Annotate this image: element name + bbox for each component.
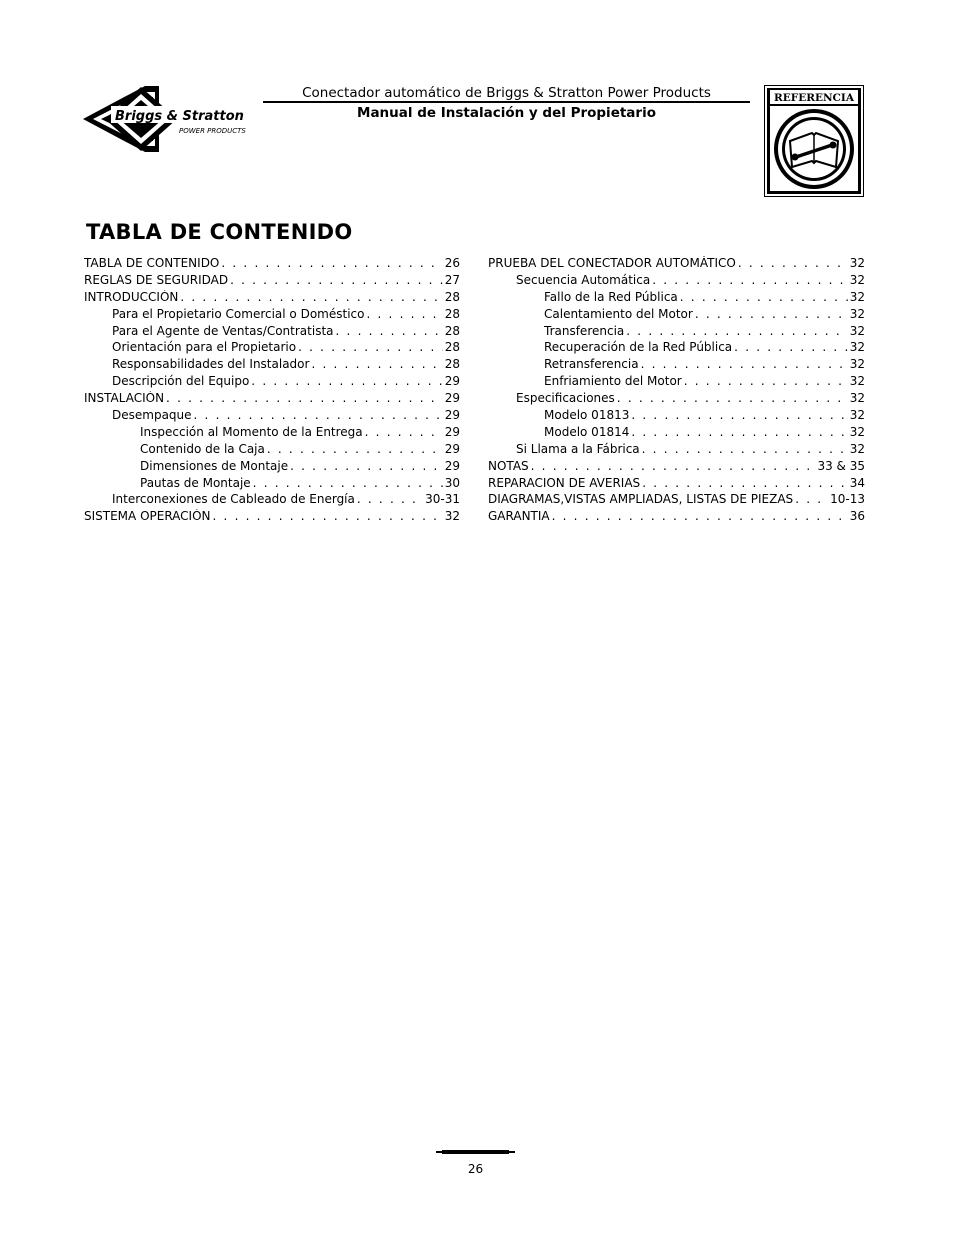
toc-entry-title: SISTEMA OPERACIÓN [84,509,211,524]
toc-entry-title: Orientación para el Propietario [112,340,297,355]
toc-left-column [84,256,460,526]
header-manual-line: Manual de Instalación y del Propietario [357,105,656,121]
toc-leader-dots [194,408,443,422]
brand-sub: POWER PRODUCTS [179,127,246,135]
toc-entry-title: Para el Propietario Comercial o Doméstico [112,306,365,321]
toc-entry[interactable] [84,459,460,476]
toc-entry[interactable] [488,425,865,442]
footer-rule [436,1151,515,1153]
toc-entry[interactable] [84,509,460,526]
toc-entry-page: 29 [444,391,460,406]
toc-entry-title: Enfriamiento del Motor [544,374,682,389]
toc-leader-dots [180,290,442,304]
toc-entry-title: INTRODUCCIÓN [84,289,179,304]
toc-entry[interactable] [84,442,460,459]
toc-leader-dots [267,442,443,456]
toc-entry-page: 29 [444,408,460,423]
toc-leader-dots [230,273,443,287]
toc-leader-dots [626,324,847,338]
toc-entry-page: 28 [444,289,460,304]
toc-entry-title: Modelo 01813 [544,408,630,423]
toc-leader-dots [684,374,848,388]
toc-entry[interactable] [488,307,865,324]
toc-entry[interactable] [84,408,460,425]
page-number: 26 [467,1162,484,1176]
toc-entry-page: 32 [444,509,460,524]
toc-entry[interactable] [488,492,865,509]
toc-leader-dots [290,459,443,473]
toc-entry-title: Pautas de Montaje [140,475,251,490]
toc-entry-title: REPARACION DE AVERIAS [488,475,641,490]
toc-entry-page: 32 [849,424,865,439]
toc-entry-page: 32 [849,289,865,304]
toc-entry-page: 28 [444,306,460,321]
toc-entry-page: 30-31 [425,492,460,507]
toc-entry-title: Para el Agente de Ventas/Contratista [112,323,334,338]
toc-leader-dots [552,509,848,523]
toc-entry[interactable] [488,256,865,273]
toc-entry-page: 29 [444,441,460,456]
toc-entry-title: Especificaciones [516,391,615,406]
toc-entry-page: 29 [444,424,460,439]
toc-entry-title: Interconexiones de Cableado de Energía [112,492,355,507]
toc-leader-dots [311,357,442,371]
toc-entry-page: 32 [849,391,865,406]
toc-right-column [488,256,865,526]
toc-entry-page: 26 [444,256,460,270]
toc-entry[interactable] [488,459,865,476]
toc-leader-dots [213,509,443,523]
toc-leader-dots [617,391,848,405]
toc-entry-title: GARANTIA [488,509,550,524]
toc-entry-page: 29 [444,374,460,389]
toc-entry-title: Calentamiento del Motor [544,306,693,321]
toc-entry[interactable] [488,273,865,290]
toc-entry-title: Responsabilidades del Instalador [112,357,310,372]
toc-entry-page: 36 [849,509,865,524]
toc-leader-dots [642,476,848,490]
toc-entry[interactable] [488,476,865,493]
toc-entry-page: 32 [849,340,865,355]
toc-entry-title: Dimensiones de Montaje [140,458,289,473]
toc-entry-title: Desempaque [112,408,192,423]
toc-entry[interactable] [488,442,865,459]
toc-leader-dots [531,459,816,473]
toc-leader-dots [695,307,848,321]
toc-entry[interactable] [84,290,460,307]
toc-leader-dots [734,340,848,354]
toc-leader-dots [221,256,442,270]
book-wrench-icon [790,133,838,167]
badge-label: REFERENCIA [774,92,854,104]
toc-entry[interactable] [84,492,460,509]
toc-entry[interactable] [488,324,865,341]
toc-leader-dots [652,273,848,287]
toc-entry-title: Contenido de la Caja [140,441,265,456]
toc-entry-page: 32 [849,256,865,270]
toc-entry[interactable] [84,256,460,273]
toc-entry-page: 32 [849,374,865,389]
toc-entry-title: PRUEBA DEL CONECTADOR AUTOMÁTICO [488,256,736,270]
toc-entry-page: 32 [849,441,865,456]
toc-entry-title: Descripción del Equipo [112,374,250,389]
toc-entry-page: 10-13 [830,492,865,507]
toc-entry[interactable] [84,476,460,493]
toc-leader-dots [298,340,443,354]
toc-entry-page: 28 [444,323,460,338]
page-title: TABLA DE CONTENIDO [86,220,353,244]
toc-entry[interactable] [488,391,865,408]
header-rule [263,101,750,103]
toc-entry[interactable] [84,307,460,324]
toc-entry-title: Si Llama a la Fábrica [516,441,640,456]
toc-entry-page: 34 [849,475,865,490]
toc-leader-dots [166,391,443,405]
toc-leader-dots [795,492,828,506]
toc-leader-dots [366,307,442,321]
brand-name: Briggs & Stratton [115,109,244,124]
toc-entry-page: 28 [444,357,460,372]
toc-entry-title: Fallo de la Red Pública [544,289,678,304]
toc-leader-dots [642,442,848,456]
toc-leader-dots [738,256,848,270]
toc-entry-title: Retransferencia [544,357,639,372]
toc-entry-title: Modelo 01814 [544,424,630,439]
toc-entry-title: TABLA DE CONTENIDO [84,256,220,270]
toc-entry-title: Secuencia Automática [516,272,651,287]
toc-leader-dots [680,290,848,304]
toc-leader-dots [631,408,847,422]
toc-leader-dots [641,357,848,371]
toc-entry-page: 33 & 35 [817,458,865,473]
toc-leader-dots [631,425,847,439]
toc-entry[interactable] [488,374,865,391]
toc-entry[interactable] [84,273,460,290]
toc-entry[interactable] [84,391,460,408]
toc-leader-dots [251,374,442,388]
toc-leader-dots [365,425,443,439]
toc-entry-page: 32 [849,323,865,338]
toc-entry[interactable] [84,425,460,442]
toc-entry-title: Recuperación de la Red Pública [544,340,733,355]
toc-entry-page: 29 [444,458,460,473]
toc-leader-dots [336,324,443,338]
briggs-stratton-logo [83,84,253,154]
toc-entry[interactable] [84,357,460,374]
toc-leader-dots [253,476,443,490]
header-product-line: Conectador automático de Briggs & Stratton Power Products [302,85,711,101]
referencia-badge [764,85,864,197]
toc-leader-dots [357,492,423,506]
toc-entry[interactable] [84,340,460,357]
toc-entry[interactable] [488,408,865,425]
toc-entry-title: NOTAS [488,458,529,473]
toc-entry[interactable] [84,324,460,341]
toc-entry-page: 32 [849,306,865,321]
toc-entry[interactable] [488,290,865,307]
toc-entry-page: 28 [444,340,460,355]
toc-entry-title: Transferencia [544,323,625,338]
toc-entry-page: 30 [444,475,460,490]
toc-entry-page: 32 [849,272,865,287]
toc-entry[interactable] [488,340,865,357]
toc-entry[interactable] [84,374,460,391]
toc-entry-page: 32 [849,357,865,372]
toc-entry-page: 27 [444,272,460,287]
toc-entry-title: REGLAS DE SEGURIDAD [84,272,229,287]
toc-entry-title: Inspección al Momento de la Entrega [140,424,363,439]
toc-entry[interactable] [488,509,865,526]
toc-entry-title: INSTALACIÓN [84,391,165,406]
toc-entry[interactable] [488,357,865,374]
toc-entry-title: DIAGRAMAS,VISTAS AMPLIADAS, LISTAS DE PIEZAS [488,492,794,507]
toc-entry-page: 32 [849,408,865,423]
